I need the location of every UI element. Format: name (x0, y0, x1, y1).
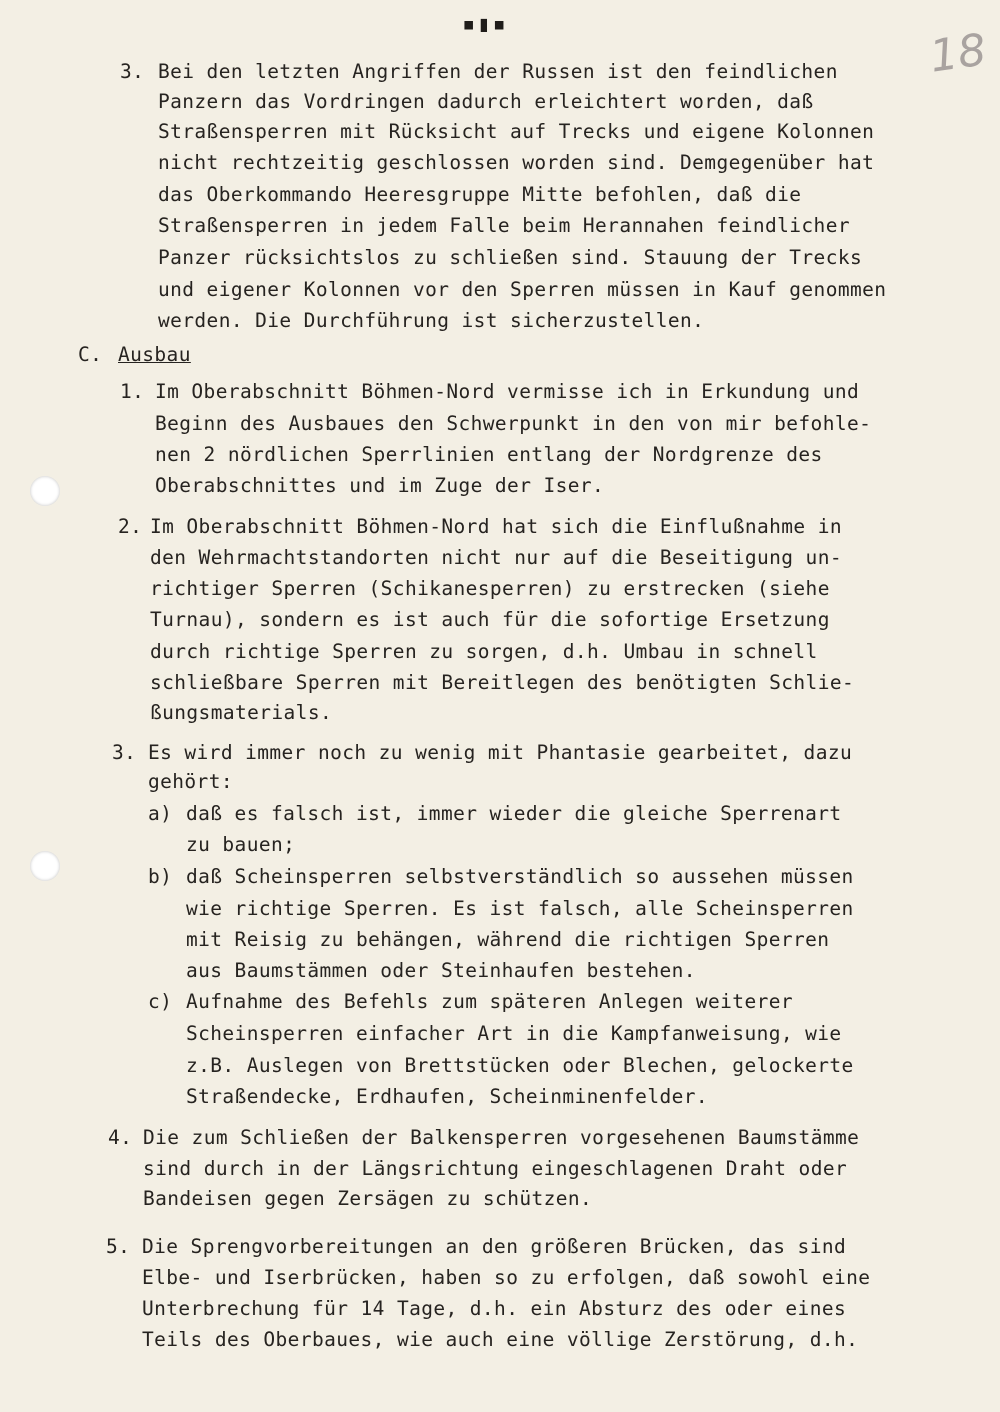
text-line: Unterbrechung für 14 Tage, d.h. ein Absturz des oder eines (142, 1297, 847, 1320)
text-line: z.B. Auslegen von Brettstücken oder Blechen, gelockerte (186, 1054, 854, 1077)
text-line: nicht rechtzeitig geschlossen worden sind. Demgegenüber hat (158, 151, 875, 174)
text-line: Straßensperren in jedem Falle beim Herannahen feindlicher (158, 214, 850, 237)
punch-hole (30, 476, 60, 506)
text-line: Straßendecke, Erdhaufen, Scheinminenfelder. (186, 1085, 709, 1108)
text-line: Straßensperren mit Rücksicht auf Trecks und eigene Kolonnen (158, 120, 875, 143)
text-line: daß es falsch ist, immer wieder die gleiche Sperrenart (186, 802, 842, 825)
text-line: Panzer rücksichtslos zu schließen sind. Stauung der Trecks (158, 246, 863, 269)
text-line: Elbe- und Iserbrücken, haben so zu erfolgen, daß sowohl eine (142, 1266, 871, 1289)
text-line: Panzern das Vordringen dadurch erleichtert worden, daß (158, 90, 814, 113)
text-line: schließbare Sperren mit Bereitlegen des benötigten Schlie- (150, 671, 855, 694)
text-line: mit Reisig zu behängen, während die richtigen Sperren (186, 928, 830, 951)
text-line: Im Oberabschnitt Böhmen-Nord vermisse ich in Erkundung und (155, 380, 860, 403)
subitem-letter: b) (148, 865, 173, 888)
text-line: Teils des Oberbaues, wie auch eine völlige Zerstörung, d.h. (142, 1328, 859, 1351)
section-heading: Ausbau (118, 343, 191, 366)
text-line: Scheinsperren einfacher Art in die Kampfanweisung, wie (186, 1022, 842, 1045)
punch-hole (30, 851, 60, 881)
text-line: gehört: (148, 770, 233, 793)
text-line: werden. Die Durchführung ist sicherzustellen. (158, 309, 705, 332)
text-line: wie richtige Sperren. Es ist falsch, alle Scheinsperren (186, 897, 854, 920)
item-number: 3. (120, 60, 145, 83)
text-line: ßungsmaterials. (150, 701, 333, 724)
text-line: Die Sprengvorbereitungen an den größeren Brücken, das sind (142, 1235, 847, 1258)
text-line: Im Oberabschnitt Böhmen-Nord hat sich die Einflußnahme in (150, 515, 842, 538)
text-line: Bandeisen gegen Zersägen zu schützen. (143, 1187, 593, 1210)
text-line: Beginn des Ausbaues den Schwerpunkt in den von mir befohle- (155, 412, 872, 435)
text-line: Aufnahme des Befehls zum späteren Anlegen weiterer (186, 990, 793, 1013)
text-line: das Oberkommando Heeresgruppe Mitte befohlen, daß die (158, 183, 802, 206)
text-line: aus Baumstämmen oder Steinhaufen bestehen. (186, 959, 696, 982)
text-line: Es wird immer noch zu wenig mit Phantasie gearbeitet, dazu (148, 741, 853, 764)
text-line: zu bauen; (186, 833, 296, 856)
text-line: nen 2 nördlichen Sperrlinien entlang der Nordgrenze des (155, 443, 823, 466)
subitem-letter: c) (148, 990, 173, 1013)
text-line: den Wehrmachtstandorten nicht nur auf die Beseitigung un- (150, 546, 842, 569)
item-number: 1. (120, 380, 145, 403)
text-line: durch richtige Sperren zu sorgen, d.h. Umbau in schnell (150, 640, 818, 663)
item-number: 5. (106, 1235, 131, 1258)
text-line: Die zum Schließen der Balkensperren vorgesehenen Baumstämme (143, 1126, 860, 1149)
subitem-letter: a) (148, 802, 173, 825)
item-number: 3. (112, 741, 137, 764)
text-line: Bei den letzten Angriffen der Russen ist den feindlichen (158, 60, 838, 83)
text-line: daß Scheinsperren selbstverständlich so aussehen müssen (186, 865, 854, 888)
section-letter: C. (78, 343, 103, 366)
item-number: 2. (118, 515, 143, 538)
text-line: Oberabschnittes und im Zuge der Iser. (155, 474, 605, 497)
text-line: sind durch in der Längsrichtung eingeschlagenen Draht oder (143, 1157, 848, 1180)
handwritten-folio-number: 18 (926, 24, 990, 83)
header-marks: ▪▮▪ (462, 12, 508, 37)
text-line: Turnau), sondern es ist auch für die sofortige Ersetzung (150, 608, 830, 631)
text-line: und eigener Kolonnen vor den Sperren müssen in Kauf genommen (158, 278, 887, 301)
text-line: richtiger Sperren (Schikanesperren) zu erstrecken (siehe (150, 577, 830, 600)
item-number: 4. (108, 1126, 133, 1149)
